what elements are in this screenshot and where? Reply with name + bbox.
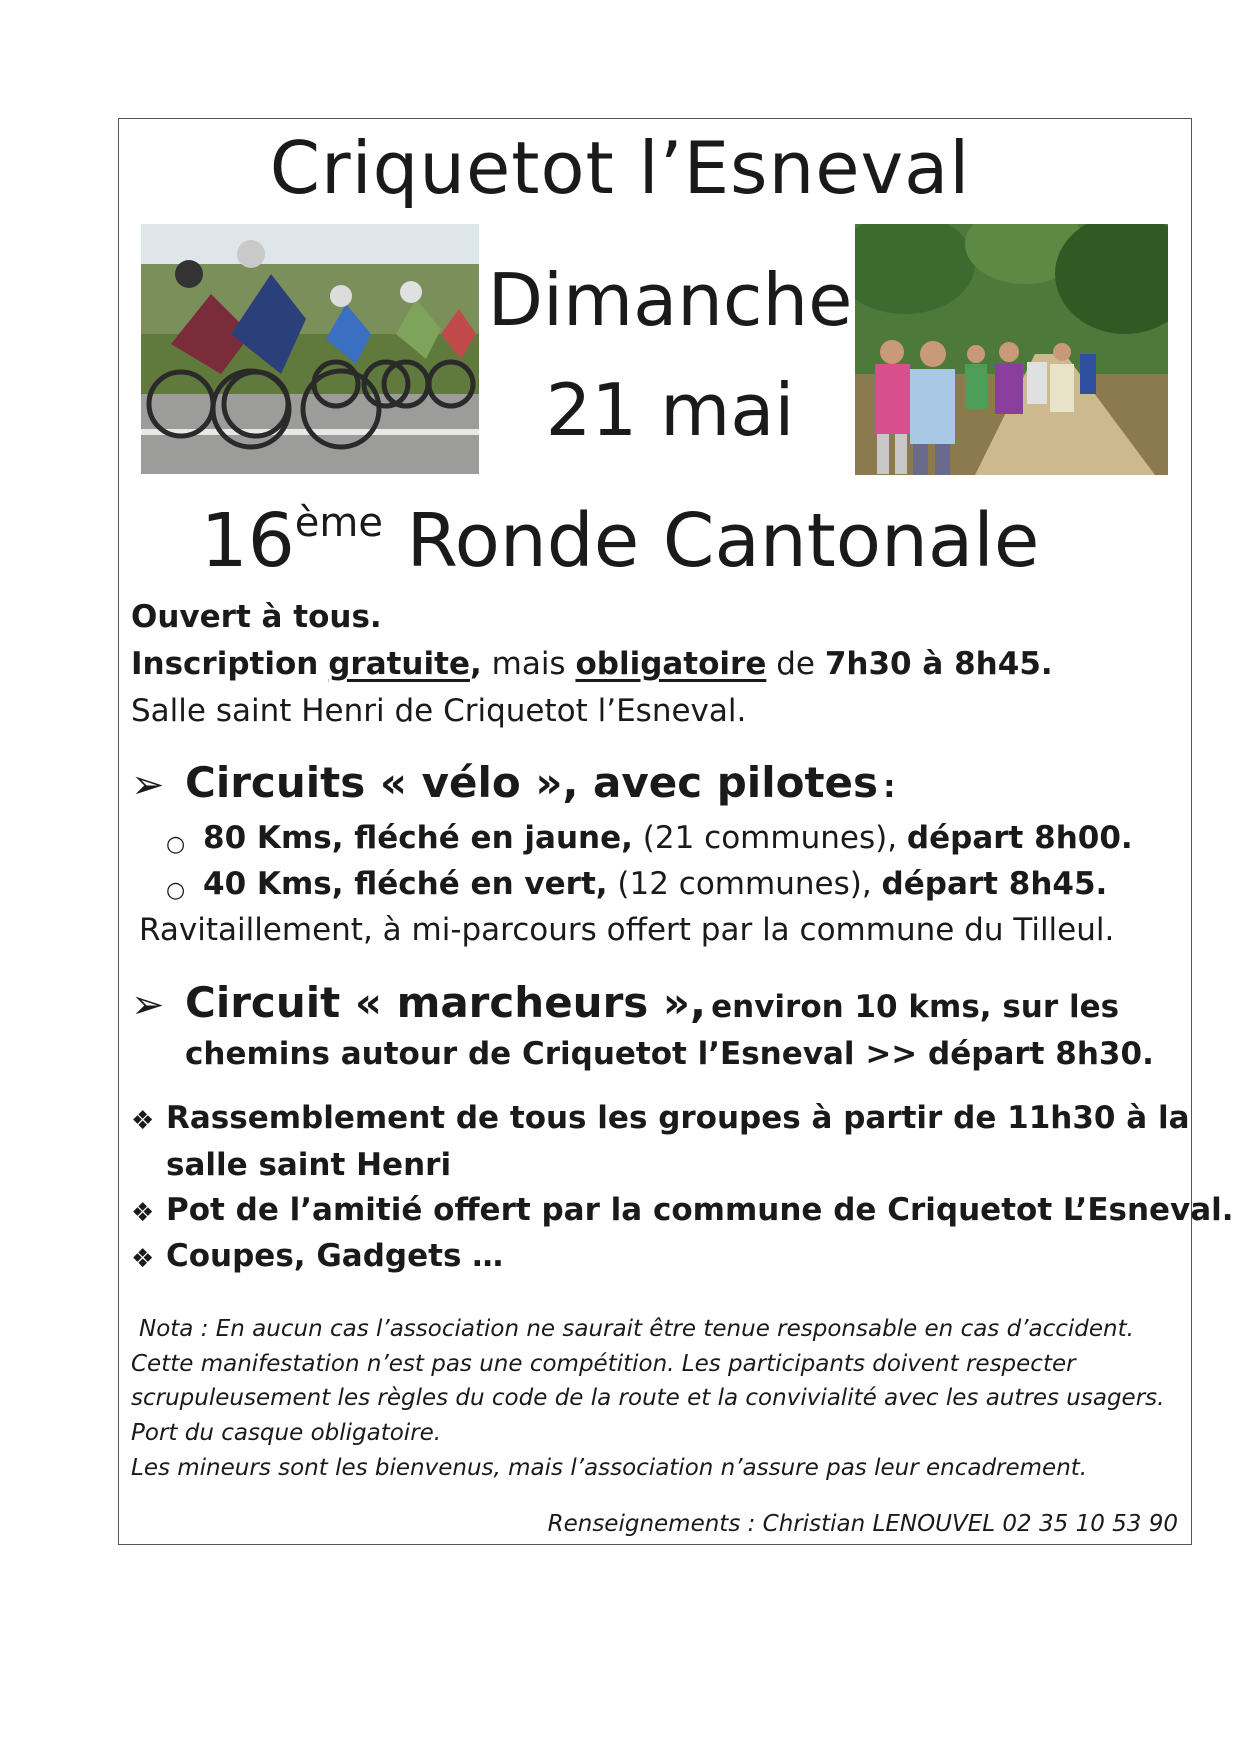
event-date: 21 mai: [545, 368, 795, 452]
open-to-all: Ouvert à tous.: [131, 599, 382, 635]
walk-title: Circuit « marcheurs »,: [185, 978, 707, 1027]
registration-time: 7h30 à 8h45.: [824, 646, 1053, 682]
route-depart: départ 8h45.: [881, 866, 1108, 902]
supply-line: Ravitaillement, à mi-parcours offert par la commune du Tilleul.: [139, 912, 1115, 948]
event-day: Dimanche: [487, 258, 853, 342]
edition-number: 16: [200, 498, 295, 584]
walk-detail: environ 10 kms, sur les: [711, 989, 1120, 1025]
edition-suffix: ème: [294, 500, 383, 546]
registration-but: mais: [491, 646, 566, 682]
registration-of: de: [776, 646, 815, 682]
walk-arrow-icon: ➢: [131, 982, 165, 1028]
town-title: Criquetot l’Esneval: [269, 126, 971, 210]
cyclists-photo: [141, 224, 479, 474]
bike-title: Circuits « vélo », avec pilotes: [185, 758, 879, 807]
contact-info: Renseignements : Christian LENOUVEL 02 35 10 53 90: [547, 1511, 1178, 1537]
registration-prefix: Inscription: [131, 646, 319, 682]
route-label: 40 Kms, fléché en vert,: [203, 866, 608, 902]
nota-line: Cette manifestation n’est pas une compétition. Les participants doivent respecter: [131, 1351, 1076, 1377]
nota-line: scrupuleusement les règles du code de la route et la convivialité avec les autres usagers.: [131, 1385, 1165, 1411]
highlight-drink: Pot de l’amitié offert par la commune de Criquetot L’Esneval.: [166, 1192, 1234, 1228]
registration-mandatory: obligatoire: [575, 646, 767, 682]
highlight-gathering: Rassemblement de tous les groupes à partir de 11h30 à la: [166, 1100, 1190, 1136]
route-communes: (21 communes),: [642, 820, 898, 856]
nota-line: Les mineurs sont les bienvenus, mais l’association n’assure pas leur encadrement.: [131, 1455, 1088, 1481]
bike-heading: [185, 758, 896, 807]
walkers-photo: [855, 224, 1168, 475]
route-label: 80 Kms, fléché en jaune,: [203, 820, 633, 856]
highlight-gathering-2: salle saint Henri: [166, 1147, 452, 1183]
event-name: Ronde Cantonale: [406, 498, 1040, 584]
diamond-bullet-icon: ❖: [131, 1106, 155, 1136]
circle-bullet-icon: ○: [166, 832, 186, 857]
bike-colon: :: [883, 769, 896, 805]
venue-line: Salle saint Henri de Criquetot l’Esneval.: [131, 693, 747, 729]
route-80: [203, 820, 1133, 856]
registration-line: Inscription gratuite, mais obligatoire de 7h30 à 8h45.: [131, 646, 1053, 682]
diamond-bullet-icon: ❖: [131, 1198, 155, 1228]
route-communes: (12 communes),: [617, 866, 872, 902]
event-title: [0, 498, 1240, 584]
route-depart: départ 8h00.: [906, 820, 1133, 856]
route-40: [203, 866, 1107, 902]
highlight-cups: Coupes, Gadgets …: [166, 1238, 504, 1274]
diamond-bullet-icon: ❖: [131, 1244, 155, 1274]
walk-detail-2: chemins autour de Criquetot l’Esneval >> départ 8h30.: [185, 1036, 1154, 1072]
nota-line: Nota : En aucun cas l’association ne saurait être tenue responsable en cas d’accident.: [139, 1316, 1134, 1342]
bike-arrow-icon: ➢: [131, 762, 165, 808]
nota-line: Port du casque obligatoire.: [131, 1420, 442, 1446]
walk-heading: [185, 978, 1119, 1027]
registration-free: gratuite: [328, 646, 470, 682]
circle-bullet-icon: ○: [166, 878, 186, 903]
